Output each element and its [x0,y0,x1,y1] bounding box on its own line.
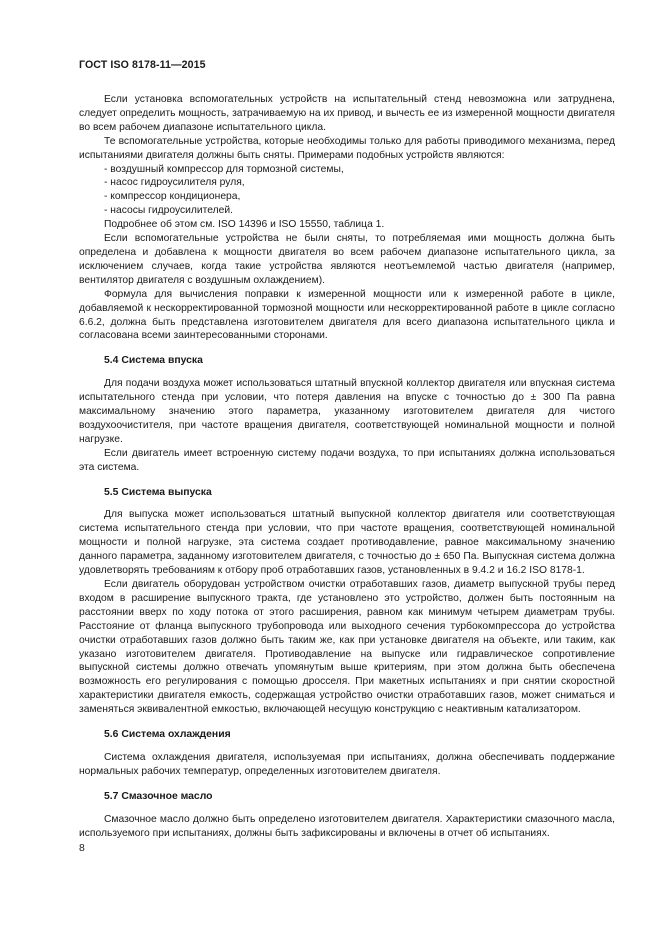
paragraph: Те вспомогательные устройства, которые необходимы только для работы приводимого механизма, перед испытаниями двигателя должны быть сняты. Примерами подобных устройств являются: [79,135,615,161]
paragraph: Если вспомогательные устройства не были сняты, то потребляемая ими мощность должна быть определена и добавлена к мощности двигателя во всем рабочем диапазоне испытательного цикла, за исключением случаев, когда такие устройства являются неотъемлемой частью двигателя (например, вентилятор двигателя с воздушным охлаждением). [79,233,615,286]
page-number: 8 [79,843,85,854]
section-heading-5-6: 5.6 Система охлаждения [104,729,231,741]
document-header: ГОСТ ISO 8178-11—2015 [79,59,206,71]
section-heading-5-7: 5.7 Смазочное масло [104,790,213,802]
list-item: - воздушный компрессор для тормозной системы, [104,163,344,175]
reference-line: Подробнее об этом см. ISO 14396 и ISO 15550, таблица 1. [104,219,385,231]
section-heading-5-5: 5.5 Система выпуска [104,486,212,498]
paragraph: Если установка вспомогательных устройств на испытательный стенд невозможна или затруднена, следует определить мощность, затрачиваемую на их привод, и вычесть ее из измеренной мощности двигателя во всем рабочем диапазоне испытательного цикла. [79,94,615,133]
paragraph: Формула для вычисления поправки к измеренной мощности или к измеренной работе в цикле, добавляемой к нескорректированной тормозной мощности или нескорректированной работе в цикле согласно 6.6.2, должна быть представлена изготовителем двигателя для всего диапазона испытательного цикла и согласована всеми заинтересованными сторонами. [79,288,615,342]
paragraph: Для выпуска может использоваться штатный выпускной коллектор двигателя или соответствующая система испытательного стенда при условии, что при частоте вращения, соответствующей номинальной мощности и полной нагрузке, эта система создает противодавление, равное максимальному значению данного параметра, заданному изготовителем двигателя, с точностью до ± 650 Па. Выпускная система должна удовлетворять требованиям к отбору проб отработавших газов, установленных в 9.4.2 и 16.2 ISO 8178-1. [79,509,615,577]
paragraph: Если двигатель имеет встроенную систему подачи воздуха, то при испытаниях должна использоваться эта система. [79,447,615,473]
list-item: - насос гидроусилителя руля, [104,177,245,189]
list-item: - компрессор кондиционера, [104,191,241,203]
paragraph: Если двигатель оборудован устройством очистки отработавших газов, диаметр выпускной трубы перед входом в расширение выпускного тракта, где установлено это устройство, должен быть постоянным на расстоянии вверх по ходу потока от этого расширения, равном как минимум четырем диаметрам трубы. Расстояние от фланца выпускного трубопровода или выходного сечения турбокомпрессора до устройства очистки отработавших газов должно быть таким же, как при установке двигателя на объекте, или таким, как указано изготовителем двигателя. Противодавление на выпуске или гидравлическое сопротивление выпускной системы должно отвечать упомянутым выше критериям, при этом должна быть обеспечена возможность его регулирования с помощью дросселя. При макетных испытаниях и при снятии скоростной характеристики двигателя емкость, содержащая устройство очистки отработавших газов, может сниматься и заменяться эквивалентной емкостью, включающей несущую конструкцию с неактивным катализатором. [79,579,615,716]
paragraph: Для подачи воздуха может использоваться штатный впускной коллектор двигателя или впускная система испытательного стенда при условии, что потеря давления на впуске с точностью до ± 300 Па равна максимальному значению этого параметра, указанному изготовителем двигателя для чистого воздухоочистителя, при частоте вращения двигателя, соответствующей номинальной мощности и полной нагрузке. [79,378,615,445]
section-heading-5-4: 5.4 Система впуска [104,355,203,367]
list-item: - насосы гидроусилителей. [104,205,233,217]
paragraph: Система охлаждения двигателя, используемая при испытаниях, должна обеспечивать поддержание нормальных рабочих температур, определенных изготовителем двигателя. [79,751,615,777]
document-body [79,93,615,841]
paragraph: Смазочное масло должно быть определено изготовителем двигателя. Характеристики смазочного масла, используемого при испытаниях, должны быть зафиксированы и включены в отчет об испытаниях. [79,813,615,839]
